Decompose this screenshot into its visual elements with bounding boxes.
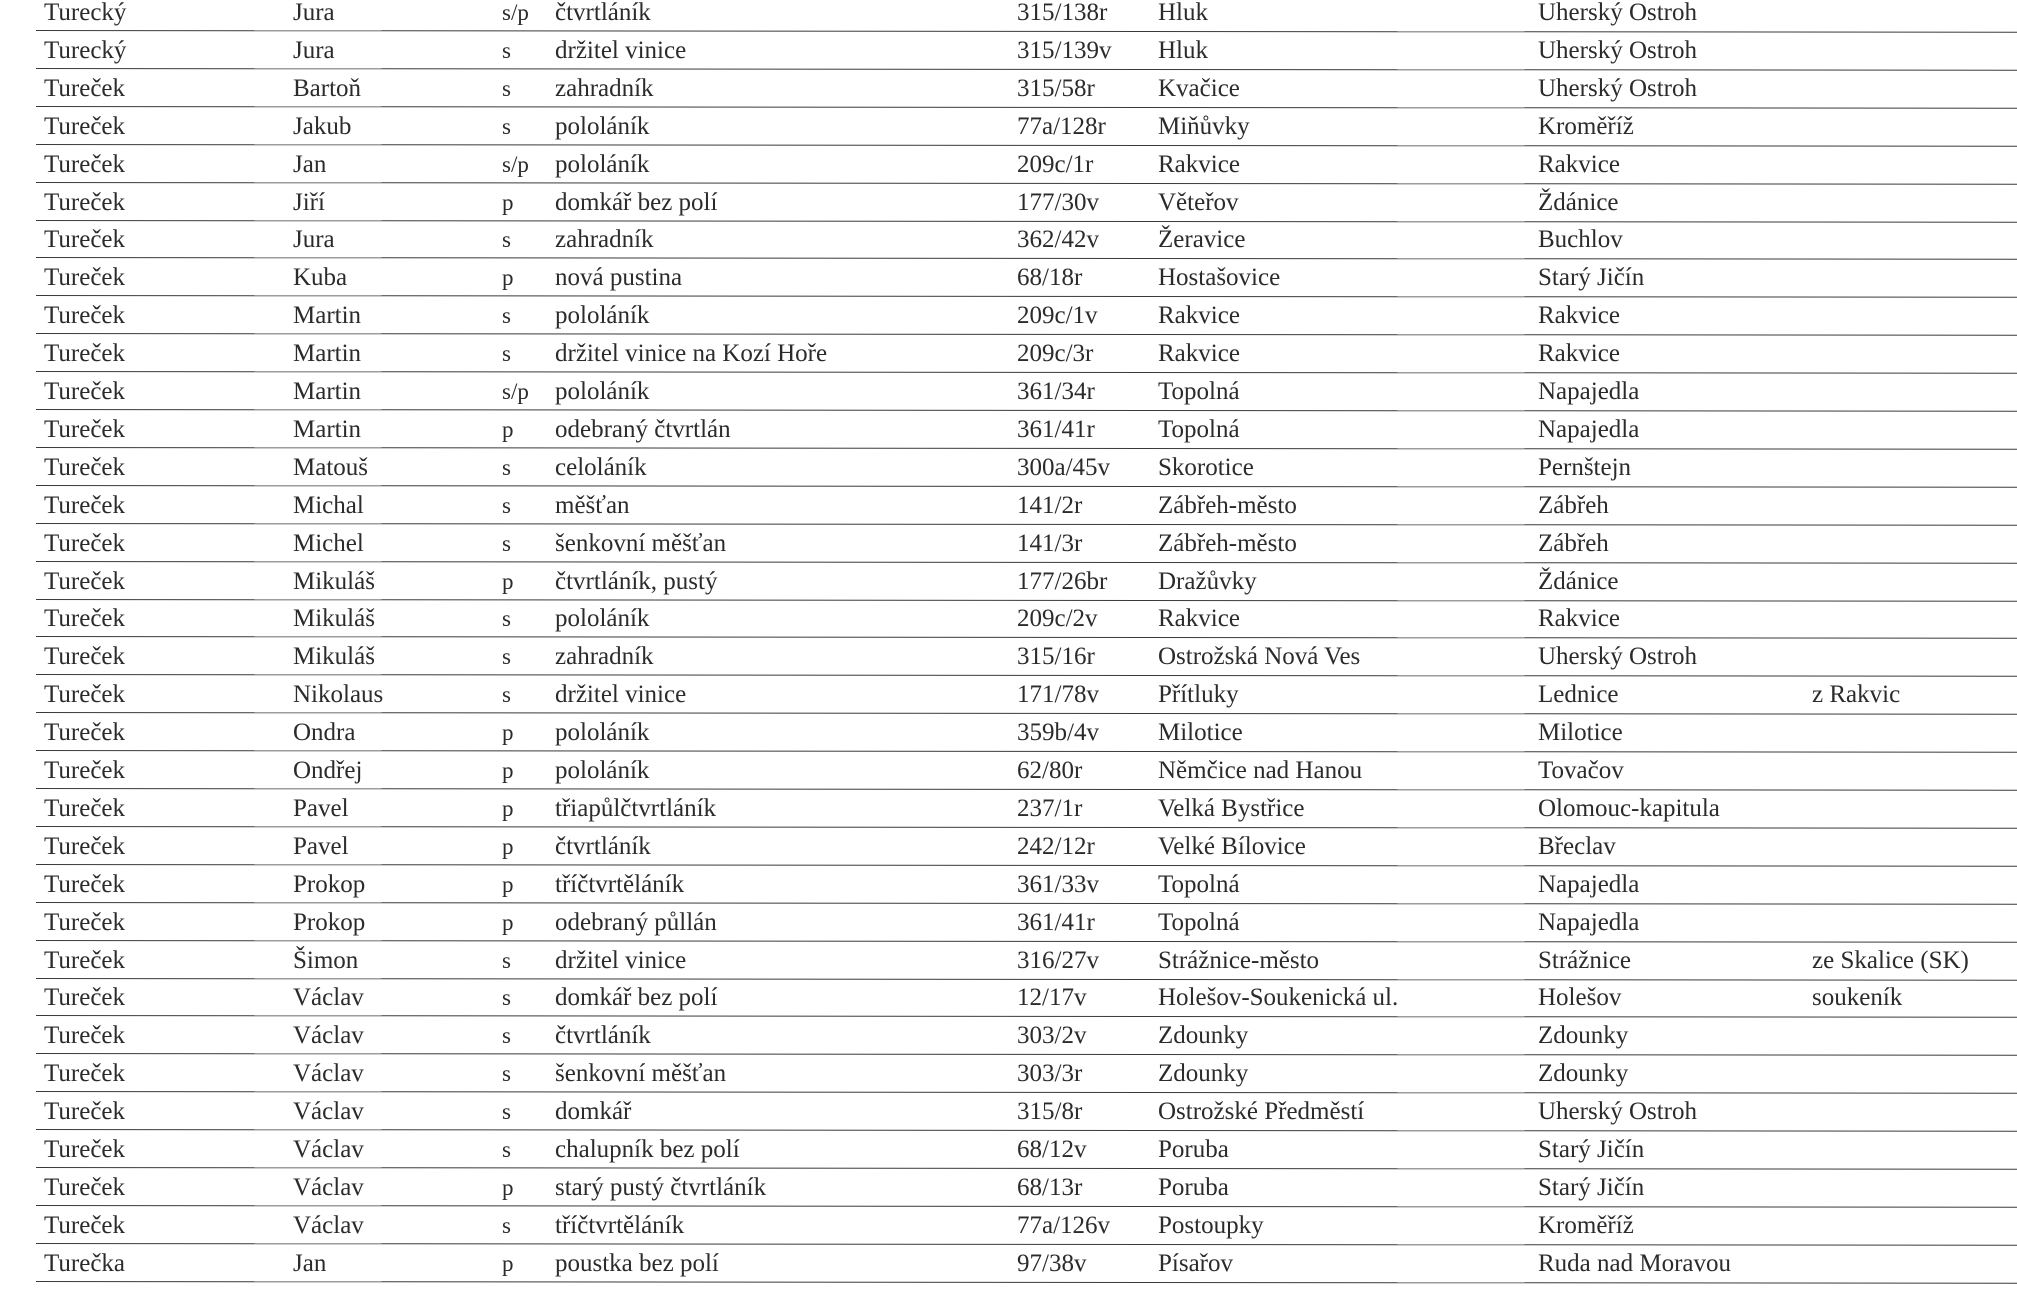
cell-surname: Turečka [44,1249,126,1277]
cell-surname: Tureček [44,794,126,822]
cell-surname: Tureček [44,1173,126,1201]
cell-folio: 359b/4v [1017,719,1099,747]
cell-role: odebraný půllán [555,908,717,936]
cell-village: Hluk [1158,0,1208,26]
cell-name: Václav [293,1211,364,1239]
cell-domain: Starý Jičín [1538,1136,1645,1163]
cell-surname: Tureček [44,1211,126,1239]
cell-role: držitel vinice [555,36,687,64]
table-row [0,221,2017,259]
cell-status: p [502,416,514,442]
cell-name: Michal [293,491,364,519]
cell-surname: Tureček [44,681,126,709]
cell-folio: 68/13r [1017,1173,1083,1201]
cell-village: Věteřov [1158,188,1239,216]
cell-folio: 209c/3r [1017,340,1094,368]
cell-status: s [502,227,511,253]
cell-village: Dražůvky [1158,567,1257,595]
cell-folio: 361/34r [1017,378,1095,405]
cell-folio: 300a/45v [1017,453,1111,481]
cell-folio: 177/30v [1017,188,1099,216]
cell-role: pololáník [555,378,650,405]
cell-role: držitel vinice [555,681,687,709]
cell-status: s [502,113,511,139]
cell-status: p [502,265,514,291]
cell-village: Zábřeh-město [1158,491,1297,519]
cell-domain: Zábřeh [1538,491,1609,519]
cell-status: p [502,909,514,935]
cell-status: s [502,341,511,367]
table-row [0,146,2017,184]
cell-name: Václav [293,1098,364,1126]
cell-status: s [502,1023,511,1049]
cell-role: pololáník [555,302,650,330]
cell-surname: Tureček [44,415,126,443]
cell-status: s [502,682,511,708]
table-row [0,1055,2017,1093]
cell-village: Žeravice [1158,226,1246,254]
cell-domain: Uherský Ostroh [1538,74,1698,102]
cell-name: Nikolaus [293,681,384,709]
cell-village: Rakvice [1158,605,1240,633]
cell-village: Rakvice [1158,150,1240,178]
cell-village: Milotice [1158,719,1243,747]
cell-surname: Tureček [44,1098,126,1126]
cell-role: pololáník [555,150,650,178]
cell-surname: Tureček [44,643,126,671]
table-row [0,752,2017,790]
cell-role: měšťan [555,491,630,519]
cell-surname: Tureček [44,757,126,784]
table-row [0,70,2017,108]
cell-name: Martin [293,378,362,405]
cell-village: Postoupky [1158,1211,1264,1239]
cell-surname: Tureček [44,453,126,481]
table-row [0,184,2017,222]
cell-status: s [502,1099,511,1125]
cell-domain: Napajedla [1538,870,1640,898]
table-row [0,0,2017,32]
cell-surname: Tureček [44,908,126,936]
cell-folio: 68/12v [1017,1136,1087,1163]
cell-domain: Napajedla [1538,415,1640,443]
cell-folio: 77a/128r [1017,112,1106,140]
cell-surname: Tureček [44,112,126,140]
cell-folio: 237/1r [1017,794,1083,822]
cell-name: Prokop [293,870,366,898]
cell-status: p [502,189,514,215]
cell-status: s [502,1137,511,1162]
cell-name: Martin [293,302,362,330]
table-row [0,828,2017,866]
table-row [0,335,2017,373]
cell-village: Strážnice-město [1158,946,1320,974]
cell-folio: 177/26br [1017,567,1108,595]
cell-folio: 315/138r [1017,0,1108,26]
cell-domain: Uherský Ostroh [1538,643,1698,671]
cell-folio: 361/33v [1017,870,1099,898]
cell-role: starý pustý čtvrtláník [555,1173,767,1201]
cell-name: Bartoň [293,74,362,102]
cell-role: pololáník [555,719,650,747]
cell-status: s [502,530,511,556]
cell-role: pololáník [555,605,650,633]
cell-domain: Zábřeh [1538,529,1609,557]
cell-folio: 316/27v [1017,946,1099,974]
table-row [0,866,2017,904]
cell-status: p [502,795,514,821]
cell-status: s [502,644,511,670]
cell-status: s [502,1061,511,1087]
cell-domain: Pernštejn [1538,453,1632,481]
cell-folio: 242/12r [1017,832,1095,860]
row-rule [36,1281,2017,1284]
cell-name: Jan [293,150,327,178]
cell-folio: 12/17v [1017,984,1087,1012]
table-row [0,563,2017,601]
table-row [0,638,2017,676]
cell-folio: 303/3r [1017,1060,1083,1088]
cell-village: Velká Bystřice [1158,794,1305,822]
cell-village: Poruba [1158,1173,1229,1201]
cell-name: Václav [293,1060,364,1088]
cell-name: Ondřej [293,757,363,784]
cell-domain: Tovačov [1538,757,1624,784]
cell-status: s [502,985,511,1011]
cell-note: ze Skalice (SK) [1812,946,1969,974]
cell-status: p [502,871,514,897]
cell-folio: 97/38v [1017,1249,1087,1277]
cell-status: p [502,720,514,746]
table-row [0,790,2017,828]
cell-name: Václav [293,984,364,1012]
cell-status: s/p [502,379,529,404]
cell-folio: 315/16r [1017,643,1095,671]
cell-surname: Tureček [44,946,126,974]
cell-surname: Tureček [44,832,126,860]
cell-surname: Tureček [44,1022,126,1050]
cell-domain: Rakvice [1538,302,1620,330]
cell-name: Václav [293,1136,364,1163]
cell-domain: Zdounky [1538,1060,1629,1088]
cell-village: Kvačice [1158,74,1240,102]
table-row [0,676,2017,714]
cell-domain: Rakvice [1538,605,1620,633]
table-row [0,1207,2017,1245]
cell-status: s [502,492,511,518]
cell-folio: 362/42v [1017,226,1099,254]
cell-village: Hostašovice [1158,264,1281,292]
cell-role: čtvrtláník [555,1022,651,1050]
cell-folio: 209c/1v [1017,302,1098,330]
cell-name: Šimon [293,946,359,974]
cell-surname: Tureček [44,491,126,519]
cell-role: celoláník [555,453,647,481]
cell-domain: Zdounky [1538,1022,1629,1050]
cell-role: domkář [555,1098,632,1126]
cell-village: Písařov [1158,1249,1233,1277]
cell-domain: Rakvice [1538,340,1620,368]
cell-folio: 303/2v [1017,1022,1087,1050]
cell-village: Topolná [1158,378,1240,405]
cell-role: tříčtvrtěláník [555,870,685,898]
cell-status: s/p [502,0,529,25]
cell-surname: Tureček [44,378,126,405]
cell-note: soukeník [1812,984,1903,1012]
cell-village: Němčice nad Hanou [1158,757,1363,784]
cell-role: domkář bez polí [555,984,718,1012]
cell-name: Václav [293,1022,364,1050]
cell-role: čtvrtláník, pustý [555,567,718,595]
cell-folio: 209c/2v [1017,605,1098,633]
cell-village: Velké Bílovice [1158,832,1306,860]
cell-role: tříčtvrtěláník [555,1211,685,1239]
cell-status: s/p [502,151,529,177]
cell-status: p [502,833,514,859]
cell-folio: 77a/126v [1017,1211,1111,1239]
table-row [0,1131,2017,1169]
table-row [0,600,2017,638]
cell-surname: Tureček [44,226,126,254]
cell-folio: 141/3r [1017,529,1083,557]
table-row [0,979,2017,1017]
cell-status: s [502,454,511,480]
table-row [0,449,2017,487]
cell-domain: Holešov [1538,984,1622,1012]
cell-village: Topolná [1158,870,1240,898]
cell-domain: Strážnice [1538,946,1632,974]
cell-domain: Starý Jičín [1538,1173,1645,1201]
cell-surname: Tureček [44,1136,126,1163]
cell-village: Miňůvky [1158,112,1250,140]
cell-surname: Tureček [44,340,126,368]
cell-role: držitel vinice na Kozí Hoře [555,340,828,368]
cell-surname: Tureček [44,567,126,595]
table-row [0,411,2017,449]
cell-domain: Napajedla [1538,378,1640,405]
table-row [0,714,2017,752]
cell-domain: Břeclav [1538,832,1616,860]
table-row [0,487,2017,525]
cell-folio: 62/80r [1017,757,1083,784]
cell-status: p [502,1250,514,1276]
cell-village: Rakvice [1158,302,1240,330]
cell-village: Skorotice [1158,453,1254,481]
table-row [0,1245,2017,1283]
cell-domain: Lednice [1538,681,1619,709]
table-row [0,1169,2017,1207]
cell-domain: Napajedla [1538,908,1640,936]
cell-village: Rakvice [1158,340,1240,368]
table-row [0,1017,2017,1055]
cell-surname: Tureček [44,74,126,102]
cell-role: třiapůlčtvrtláník [555,794,717,822]
cell-domain: Olomouc-kapitula [1538,794,1720,822]
cell-status: s [502,947,511,973]
table-row [0,1093,2017,1131]
cell-folio: 141/2r [1017,491,1083,519]
table-row [0,525,2017,563]
cell-domain: Ruda nad Moravou [1538,1249,1732,1277]
cell-village: Ostrožská Nová Ves [1158,643,1361,671]
cell-status: s [502,606,511,632]
cell-name: Michel [293,529,364,557]
cell-name: Mikuláš [293,643,375,671]
cell-surname: Tureček [44,302,126,330]
cell-name: Mikuláš [293,605,375,633]
cell-domain: Rakvice [1538,150,1620,178]
cell-name: Prokop [293,908,366,936]
cell-role: šenkovní měšťan [555,1060,727,1088]
cell-village: Přítluky [1158,681,1239,709]
cell-folio: 315/139v [1017,36,1112,64]
cell-role: poustka bez polí [555,1249,719,1277]
cell-role: držitel vinice [555,946,687,974]
cell-surname: Tureček [44,1060,126,1088]
cell-domain: Uherský Ostroh [1538,0,1698,26]
cell-surname: Tureček [44,188,126,216]
cell-surname: Tureček [44,984,126,1012]
cell-folio: 171/78v [1017,681,1099,709]
cell-domain: Uherský Ostroh [1538,1098,1698,1126]
cell-role: zahradník [555,226,654,254]
cell-village: Zdounky [1158,1060,1249,1088]
cell-role: odebraný čtvrtlán [555,415,731,443]
cell-domain: Starý Jičín [1538,264,1645,292]
cell-role: pololáník [555,112,650,140]
cell-surname: Tureček [44,264,126,292]
cell-role: zahradník [555,643,654,671]
cell-name: Martin [293,340,362,368]
cell-status: p [502,1174,514,1200]
cell-folio: 315/8r [1017,1098,1083,1126]
cell-name: Václav [293,1173,364,1201]
cell-name: Matouš [293,453,368,481]
cell-role: pololáník [555,757,650,784]
cell-folio: 209c/1r [1017,150,1094,178]
cell-name: Jakub [293,112,352,140]
cell-village: Zdounky [1158,1022,1249,1050]
cell-village: Poruba [1158,1136,1229,1163]
cell-status: p [502,758,514,783]
table-row [0,942,2017,980]
cell-domain: Kroměříž [1538,1211,1634,1239]
table-row [0,297,2017,335]
cell-domain: Kroměříž [1538,112,1634,140]
cell-surname: Tureček [44,605,126,633]
cell-domain: Ždánice [1538,567,1619,595]
cell-note: z Rakvic [1812,681,1901,709]
cell-name: Jura [293,0,335,26]
cell-name: Mikuláš [293,567,375,595]
cell-surname: Tureček [44,529,126,557]
cell-role: chalupník bez polí [555,1136,740,1163]
table-row [0,259,2017,297]
cell-status: s [502,37,511,63]
cell-surname: Turecký [44,36,127,64]
cell-name: Kuba [293,264,348,292]
cell-name: Jiří [293,188,325,216]
cell-village: Topolná [1158,415,1240,443]
cell-name: Martin [293,415,362,443]
cell-role: nová pustina [555,264,683,292]
cell-status: s [502,1212,511,1238]
cell-name: Pavel [293,794,349,822]
cell-domain: Milotice [1538,719,1623,747]
cell-surname: Tureček [44,150,126,178]
cell-domain: Ždánice [1538,188,1619,216]
cell-role: zahradník [555,74,654,102]
cell-village: Zábřeh-město [1158,529,1297,557]
cell-status: s [502,75,511,101]
cell-surname: Turecký [44,0,127,26]
cell-name: Pavel [293,832,349,860]
cell-status: p [502,568,514,594]
cell-village: Topolná [1158,908,1240,936]
table-row [0,108,2017,146]
cell-role: čtvrtláník [555,0,651,26]
cell-village: Ostrožské Předměstí [1158,1098,1365,1126]
cell-village: Hluk [1158,36,1208,64]
cell-role: šenkovní měšťan [555,529,727,557]
cell-folio: 68/18r [1017,264,1083,292]
cell-status: s [502,303,511,329]
cell-name: Jan [293,1249,327,1277]
cell-folio: 361/41r [1017,908,1095,936]
cell-role: čtvrtláník [555,832,651,860]
cell-folio: 361/41r [1017,415,1095,443]
cell-village: Holešov-Soukenická ul. [1158,984,1399,1012]
cell-name: Jura [293,36,335,64]
cell-surname: Tureček [44,719,126,747]
table-row [0,373,2017,411]
cell-surname: Tureček [44,870,126,898]
cell-folio: 315/58r [1017,74,1095,102]
cell-domain: Uherský Ostroh [1538,36,1698,64]
cell-name: Jura [293,226,335,254]
table-row [0,32,2017,70]
cell-domain: Buchlov [1538,226,1623,254]
cell-name: Ondra [293,719,356,747]
cell-role: domkář bez polí [555,188,718,216]
table-row [0,904,2017,942]
